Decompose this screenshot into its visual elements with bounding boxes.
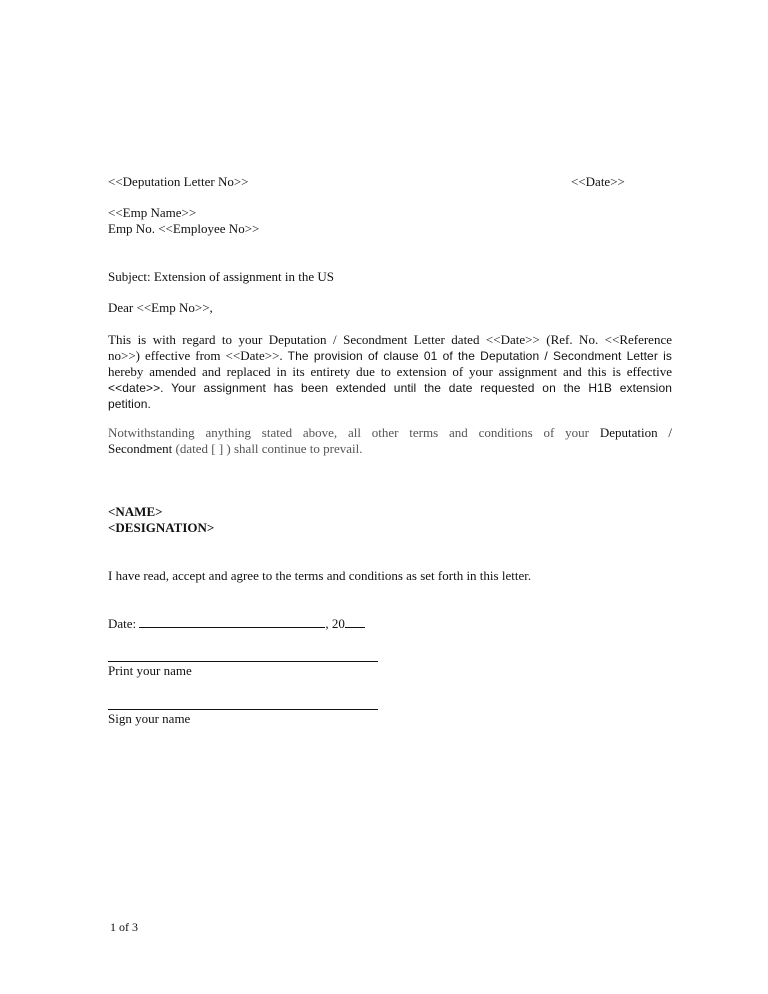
body-p1-line-2 <box>108 348 672 364</box>
signatory-designation: <DESIGNATION> <box>108 520 215 535</box>
body-p1-line-5: petition. <box>108 397 151 411</box>
sign-name-line[interactable] <box>108 709 378 710</box>
sign-name-label: Sign your name <box>108 711 191 726</box>
body-p2-line-1-text: Notwithstanding anything stated above, all other terms and conditions of your <box>108 425 589 440</box>
body-p1-line-2-sans: The provision of clause 01 of the Deputation / Secondment Letter is <box>282 349 672 363</box>
body-p2-line-1-term: Deputation / <box>599 425 672 440</box>
body-p2-line-1 <box>108 425 672 441</box>
recipient-employee-number: Emp No. <<Employee No>> <box>108 221 260 236</box>
acceptance-date-row <box>108 616 365 632</box>
date-blank[interactable] <box>139 616 325 628</box>
acceptance-statement: I have read, accept and agree to the terms and conditions as set forth in this letter. <box>108 568 532 583</box>
body-p1-line-1: This is with regard to your Deputation / Secondment Letter dated <<Date>> (Ref. No. <<Reference <box>108 332 672 347</box>
year-prefix: , 20 <box>325 616 345 631</box>
letter-date: <<Date>> <box>571 174 625 189</box>
page-number: 1 of 3 <box>110 920 138 934</box>
body-p1-line-2-serif: no>>) effective from <<Date>>. <box>108 348 283 363</box>
year-blank[interactable] <box>345 616 365 628</box>
salutation: Dear <<Emp No>>, <box>108 300 213 315</box>
date-label: Date: <box>108 616 137 631</box>
recipient-name: <<Emp Name>> <box>108 205 197 220</box>
print-name-label: Print your name <box>108 663 192 678</box>
subject-line: Subject: Extension of assignment in the US <box>108 269 335 284</box>
body-p1-line-3: hereby amended and replaced in its entirety due to extension of your assignment and this is effective <box>108 364 672 379</box>
body-p2-line-2 <box>108 441 363 457</box>
letter-number: <<Deputation Letter No>> <box>108 174 249 189</box>
print-name-line[interactable] <box>108 661 378 662</box>
body-p2-line-2-text: (dated [ ] ) shall continue to prevail. <box>172 441 363 456</box>
body-p1-line-4: <<date>>. Your assignment has been extended until the date requested on the H1B extension <box>108 381 672 395</box>
body-p2-line-2-term: Secondment <box>108 441 173 456</box>
signatory-name: <NAME> <box>108 504 163 519</box>
